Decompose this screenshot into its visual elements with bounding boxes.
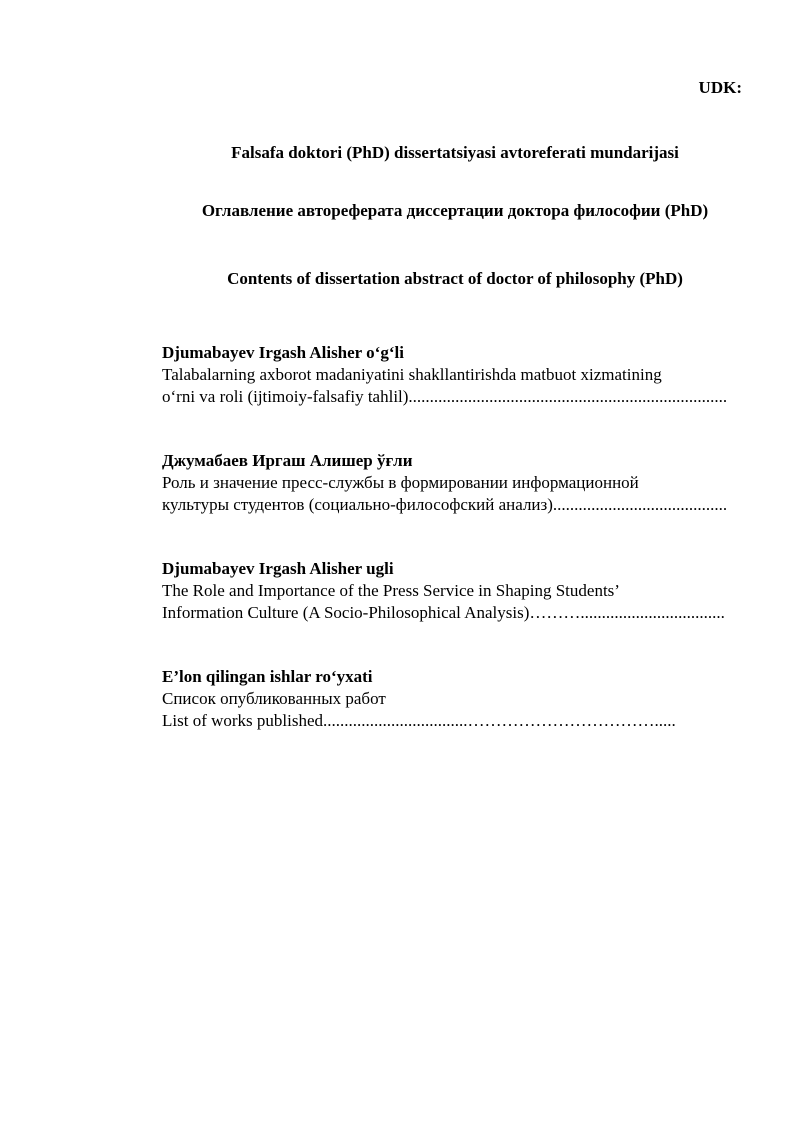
published-works-russian: Список опубликованных работ (162, 689, 386, 708)
entry-author: Djumabayev Irgash Alisher ugli (162, 559, 394, 578)
entry-description-line: o‘rni va roli (ijtimoiy-falsafiy tahlil)........................................................................... (162, 387, 728, 406)
entry-description (115, 364, 742, 408)
entry-description-line: Talabalarning axborot madaniyatini shakllantirishda matbuot xizmatining (162, 365, 662, 384)
entry-description (115, 580, 742, 624)
entry-description-line: The Role and Importance of the Press Service in Shaping Students’ (162, 581, 620, 600)
entry-description-line: Information Culture (A Socio-Philosophical Analysis)……….................................. (162, 603, 725, 622)
entry-description (115, 472, 742, 516)
title-russian: Оглавление автореферата диссертации доктора философии (PhD) (201, 201, 709, 220)
entry-description-line: Роль и значение пресс-службы в формировании информационной (162, 473, 639, 492)
entry-description-line: культуры студентов (социально-философский анализ)......................................... (162, 495, 728, 514)
entry-author: Джумабаев Иргаш Алишер ўғли (162, 451, 413, 470)
toc-entry-russian (115, 450, 742, 516)
title-uzbek: Falsafa doktori (PhD) dissertatsiyasi avtoreferati mundarijasi (231, 143, 679, 162)
published-works-english: List of works published..................................……………………………..... (162, 711, 676, 730)
toc-entry-uzbek (115, 342, 742, 408)
title-english: Contents of dissertation abstract of doctor of philosophy (PhD) (227, 269, 683, 288)
published-works-section (115, 666, 742, 732)
published-works-heading: E’lon qilingan ishlar ro‘yxati (162, 667, 373, 686)
entry-author: Djumabayev Irgash Alisher o‘g‘li (162, 343, 404, 362)
udk-label: UDK: (698, 78, 742, 97)
toc-entry-english (115, 558, 742, 624)
